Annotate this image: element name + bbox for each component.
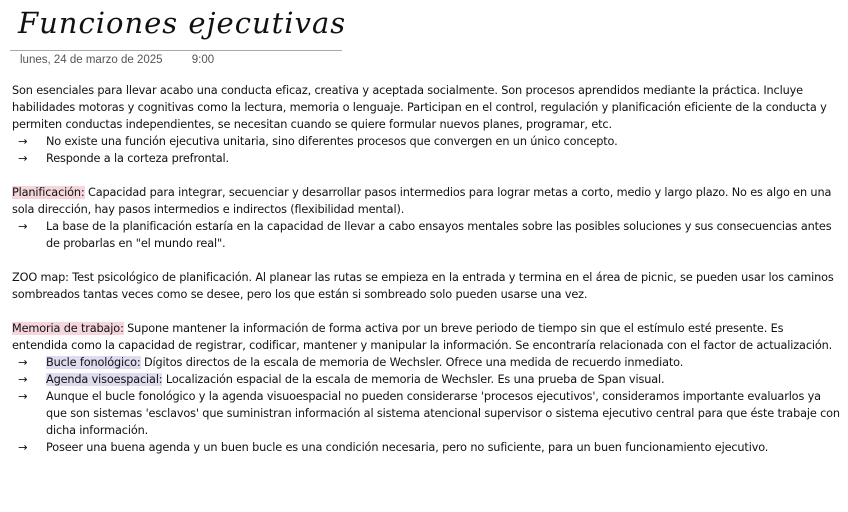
note-time: 9:00 (191, 54, 215, 66)
list-item[interactable] (12, 439, 840, 456)
list-item[interactable] (12, 354, 840, 371)
arrow-icon: → (18, 441, 28, 454)
blank-line (12, 167, 840, 184)
planificacion-paragraph[interactable] (12, 184, 840, 218)
list-item-text: Localización espacial de la escala de memoria de Wechsler. Es una prueba de Span visual. (162, 373, 665, 386)
list-item[interactable] (12, 133, 840, 150)
blank-line (12, 303, 840, 320)
title-divider (10, 50, 342, 51)
list-item[interactable] (12, 150, 840, 167)
list-item[interactable] (12, 371, 840, 388)
list-item-text: Aunque el bucle fonológico y la agenda visuoespacial no pueden considerarse 'procesos ejecutivos', consideramos importante evaluarlos ya que son sistemas 'esclavos' que suministran información al sistema atencional supervisor o sistema ejecutivo central para que éste trabaje con dicha información. (46, 390, 840, 437)
list-item-text: La base de la planificación estaría en la capacidad de llevar a cabo ensayos mentales sobre las posibles soluciones y sus consecuencias antes de probarlas en "el mundo real". (46, 220, 832, 250)
zoo-map-paragraph[interactable] (12, 269, 840, 303)
list-item-text: Responde a la corteza prefrontal. (46, 152, 229, 165)
blank-line (12, 252, 840, 269)
arrow-icon: → (18, 356, 28, 369)
arrow-icon: → (18, 135, 28, 148)
list-item-text: No existe una función ejecutiva unitaria, sino diferentes procesos que convergen en un único concepto. (46, 135, 618, 148)
list-item[interactable] (12, 218, 840, 252)
definition-text: Test psicológico de planificación. Al planear las rutas se empieza en la entrada y termina en el área de picnic, se pueden usar los caminos sombreados tantas veces como se desee, pero los que están si sombreado solo pueden usarse una vez. (12, 271, 834, 301)
term-highlight: Bucle fonológico: (46, 356, 141, 369)
note-body[interactable] (12, 82, 840, 456)
definition-text: Supone mantener la información de forma activa por un breve periodo de tiempo sin que el estímulo esté presente. Es entendida como la capacidad de registrar, codificar, mantener y manipular la información. Se encontraría relacionada con el factor de actualización. (12, 322, 833, 352)
term-highlight: Agenda visoespacial: (46, 373, 163, 386)
intro-paragraph[interactable]: Son esenciales para llevar acabo una conducta eficaz, creativa y aceptada socialmente. Son procesos aprendidos mediante la práctica. Incluye habilidades motoras y cognitivas como la lectura, memoria o lenguaje. Participan en el control, regulación y planificación eficiente de la conducta y permiten conductas independientes, se necesitan cuando se quiere formular nuevos planes, programar, etc. (12, 84, 827, 131)
note-date: lunes, 24 de marzo de 2025 (20, 54, 163, 66)
list-item-text: Poseer una buena agenda y un buen bucle es una condición necesaria, pero no suficiente, para un buen funcionamiento ejecutivo. (46, 441, 769, 454)
arrow-icon: → (18, 220, 28, 233)
arrow-icon: → (18, 152, 28, 165)
note-meta (20, 54, 214, 66)
list-item-text: Dígitos directos de la escala de memoria de Wechsler. Ofrece una medida de recuerdo inmediato. (140, 356, 684, 369)
term-highlight: Memoria de trabajo: (12, 322, 124, 335)
list-item[interactable] (12, 388, 840, 439)
term-highlight: Planificación: (12, 186, 85, 199)
definition-text: Capacidad para integrar, secuenciar y desarrollar pasos intermedios para lograr metas a corto, medio y largo plazo. No es algo en una sola dirección, hay pasos intermedios e indirectos (flexibilidad mental). (12, 186, 832, 216)
arrow-icon: → (18, 373, 28, 386)
page-title[interactable]: Funciones ejecutivas (18, 6, 347, 40)
arrow-icon: → (18, 390, 28, 403)
memoria-paragraph[interactable] (12, 320, 840, 354)
term-label: ZOO map: (12, 271, 69, 284)
